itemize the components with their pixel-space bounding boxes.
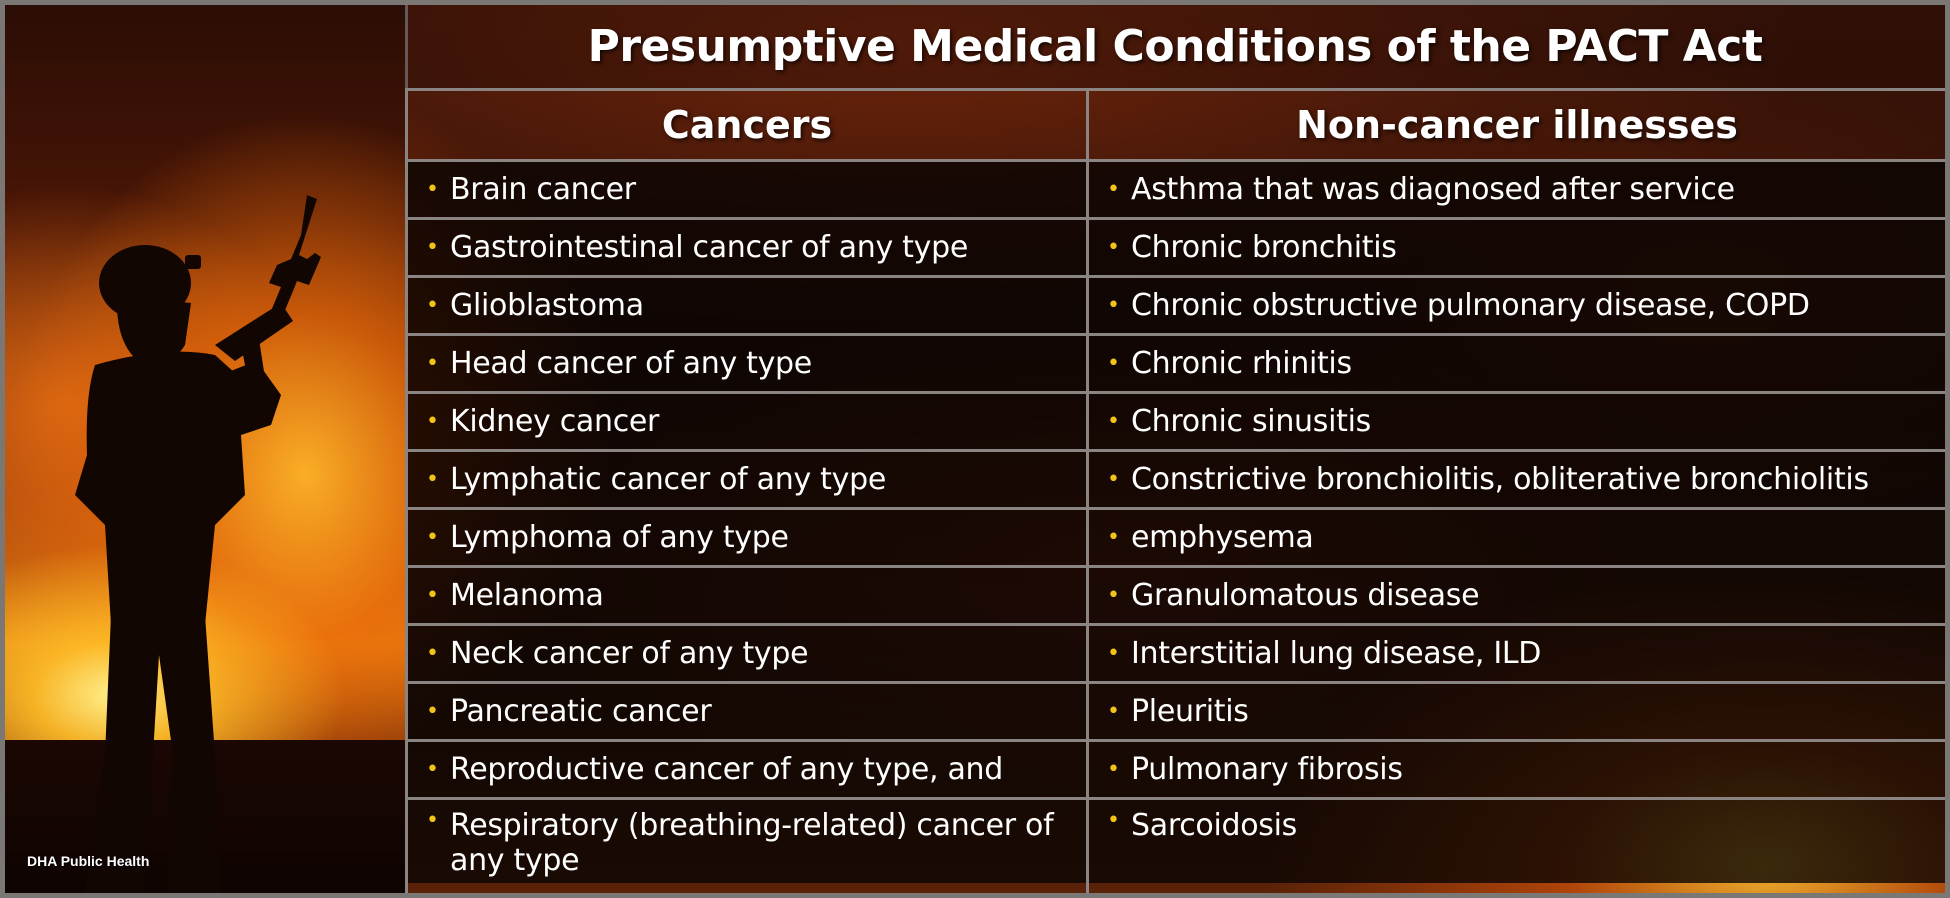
noncancer-item-label: Chronic obstructive pulmonary disease, COPD bbox=[1131, 288, 1810, 323]
noncancer-item-label: Asthma that was diagnosed after service bbox=[1131, 172, 1735, 207]
list-item bbox=[408, 742, 1086, 797]
page-title: Presumptive Medical Conditions of the PACT Act bbox=[405, 5, 1945, 88]
bullet-icon: • bbox=[426, 293, 439, 318]
list-item bbox=[408, 684, 1086, 739]
noncancer-item-label: Sarcoidosis bbox=[1131, 808, 1297, 843]
cancers-item-label: Gastrointestinal cancer of any type bbox=[450, 230, 968, 265]
bullet-icon: • bbox=[426, 409, 439, 434]
cancers-item-label: Kidney cancer bbox=[450, 404, 660, 439]
bullet-icon: • bbox=[426, 177, 439, 202]
bullet-icon: • bbox=[1107, 293, 1120, 318]
column-header-noncancer: Non-cancer illnesses bbox=[1296, 103, 1738, 147]
list-item bbox=[408, 278, 1086, 333]
noncancer-item-label: Chronic rhinitis bbox=[1131, 346, 1352, 381]
noncancer-item-label: Interstitial lung disease, ILD bbox=[1131, 636, 1542, 671]
noncancer-item-label: emphysema bbox=[1131, 520, 1314, 555]
bullet-icon: • bbox=[1107, 409, 1120, 434]
cancers-item-label: Respiratory (breathing-related) cancer of any type bbox=[450, 808, 1054, 878]
list-item bbox=[1089, 336, 1945, 391]
soldier-photo bbox=[5, 5, 405, 893]
bullet-icon: • bbox=[426, 641, 439, 666]
bullet-icon: • bbox=[1107, 583, 1120, 608]
noncancer-item-label: Pleuritis bbox=[1131, 694, 1249, 729]
cancers-item-label: Melanoma bbox=[450, 578, 604, 613]
list-item bbox=[408, 626, 1086, 681]
list-item bbox=[1089, 220, 1945, 275]
list-item bbox=[1089, 510, 1945, 565]
cancers-item-label: Glioblastoma bbox=[450, 288, 644, 323]
bullet-icon: • bbox=[426, 699, 439, 724]
bullet-icon: • bbox=[1107, 641, 1120, 666]
list-item bbox=[1089, 800, 1945, 883]
bullet-icon: • bbox=[426, 235, 439, 260]
bullet-icon: • bbox=[426, 351, 439, 376]
bullet-icon: • bbox=[1107, 177, 1120, 202]
list-item bbox=[1089, 626, 1945, 681]
bullet-icon: • bbox=[1107, 808, 1120, 833]
cancers-item-label: Lymphoma of any type bbox=[450, 520, 789, 555]
bullet-icon: • bbox=[1107, 351, 1120, 376]
list-item bbox=[1089, 568, 1945, 623]
noncancer-item-label: Chronic sinusitis bbox=[1131, 404, 1371, 439]
bullet-icon: • bbox=[426, 757, 439, 782]
list-item bbox=[408, 452, 1086, 507]
soldier-silhouette bbox=[45, 195, 345, 893]
list-item bbox=[408, 510, 1086, 565]
list-item bbox=[408, 220, 1086, 275]
cancers-item-label: Reproductive cancer of any type, and bbox=[450, 752, 1004, 787]
list-item bbox=[408, 568, 1086, 623]
bullet-icon: • bbox=[1107, 757, 1120, 782]
bullet-icon: • bbox=[1107, 699, 1120, 724]
bullet-icon: • bbox=[426, 467, 439, 492]
list-item bbox=[1089, 684, 1945, 739]
list-item bbox=[408, 162, 1086, 217]
background-fire-smoke bbox=[5, 5, 1945, 893]
conditions-table bbox=[405, 5, 1945, 893]
cancers-item-label: Brain cancer bbox=[450, 172, 636, 207]
cancers-item-label: Lymphatic cancer of any type bbox=[450, 462, 886, 497]
cancers-item-label: Neck cancer of any type bbox=[450, 636, 809, 671]
bullet-icon: • bbox=[1107, 525, 1120, 550]
list-item bbox=[1089, 278, 1945, 333]
noncancer-item-label: Chronic bronchitis bbox=[1131, 230, 1397, 265]
noncancer-item-label: Pulmonary fibrosis bbox=[1131, 752, 1403, 787]
bullet-icon: • bbox=[426, 808, 439, 833]
cancers-item-label: Head cancer of any type bbox=[450, 346, 812, 381]
list-item bbox=[1089, 452, 1945, 507]
bullet-icon: • bbox=[1107, 467, 1120, 492]
bullet-icon: • bbox=[1107, 235, 1120, 260]
noncancer-item-label: Granulomatous disease bbox=[1131, 578, 1480, 613]
bullet-icon: • bbox=[426, 525, 439, 550]
list-item bbox=[1089, 162, 1945, 217]
column-header-cancers: Cancers bbox=[661, 103, 833, 147]
list-item bbox=[408, 394, 1086, 449]
list-item bbox=[1089, 742, 1945, 797]
bullet-icon: • bbox=[426, 583, 439, 608]
list-item bbox=[408, 800, 1086, 883]
list-item bbox=[408, 336, 1086, 391]
photo-credit: DHA Public Health bbox=[27, 853, 150, 869]
list-item bbox=[1089, 394, 1945, 449]
noncancer-item-label: Constrictive bronchiolitis, obliterative bronchiolitis bbox=[1131, 462, 1869, 497]
cancers-item-label: Pancreatic cancer bbox=[450, 694, 712, 729]
